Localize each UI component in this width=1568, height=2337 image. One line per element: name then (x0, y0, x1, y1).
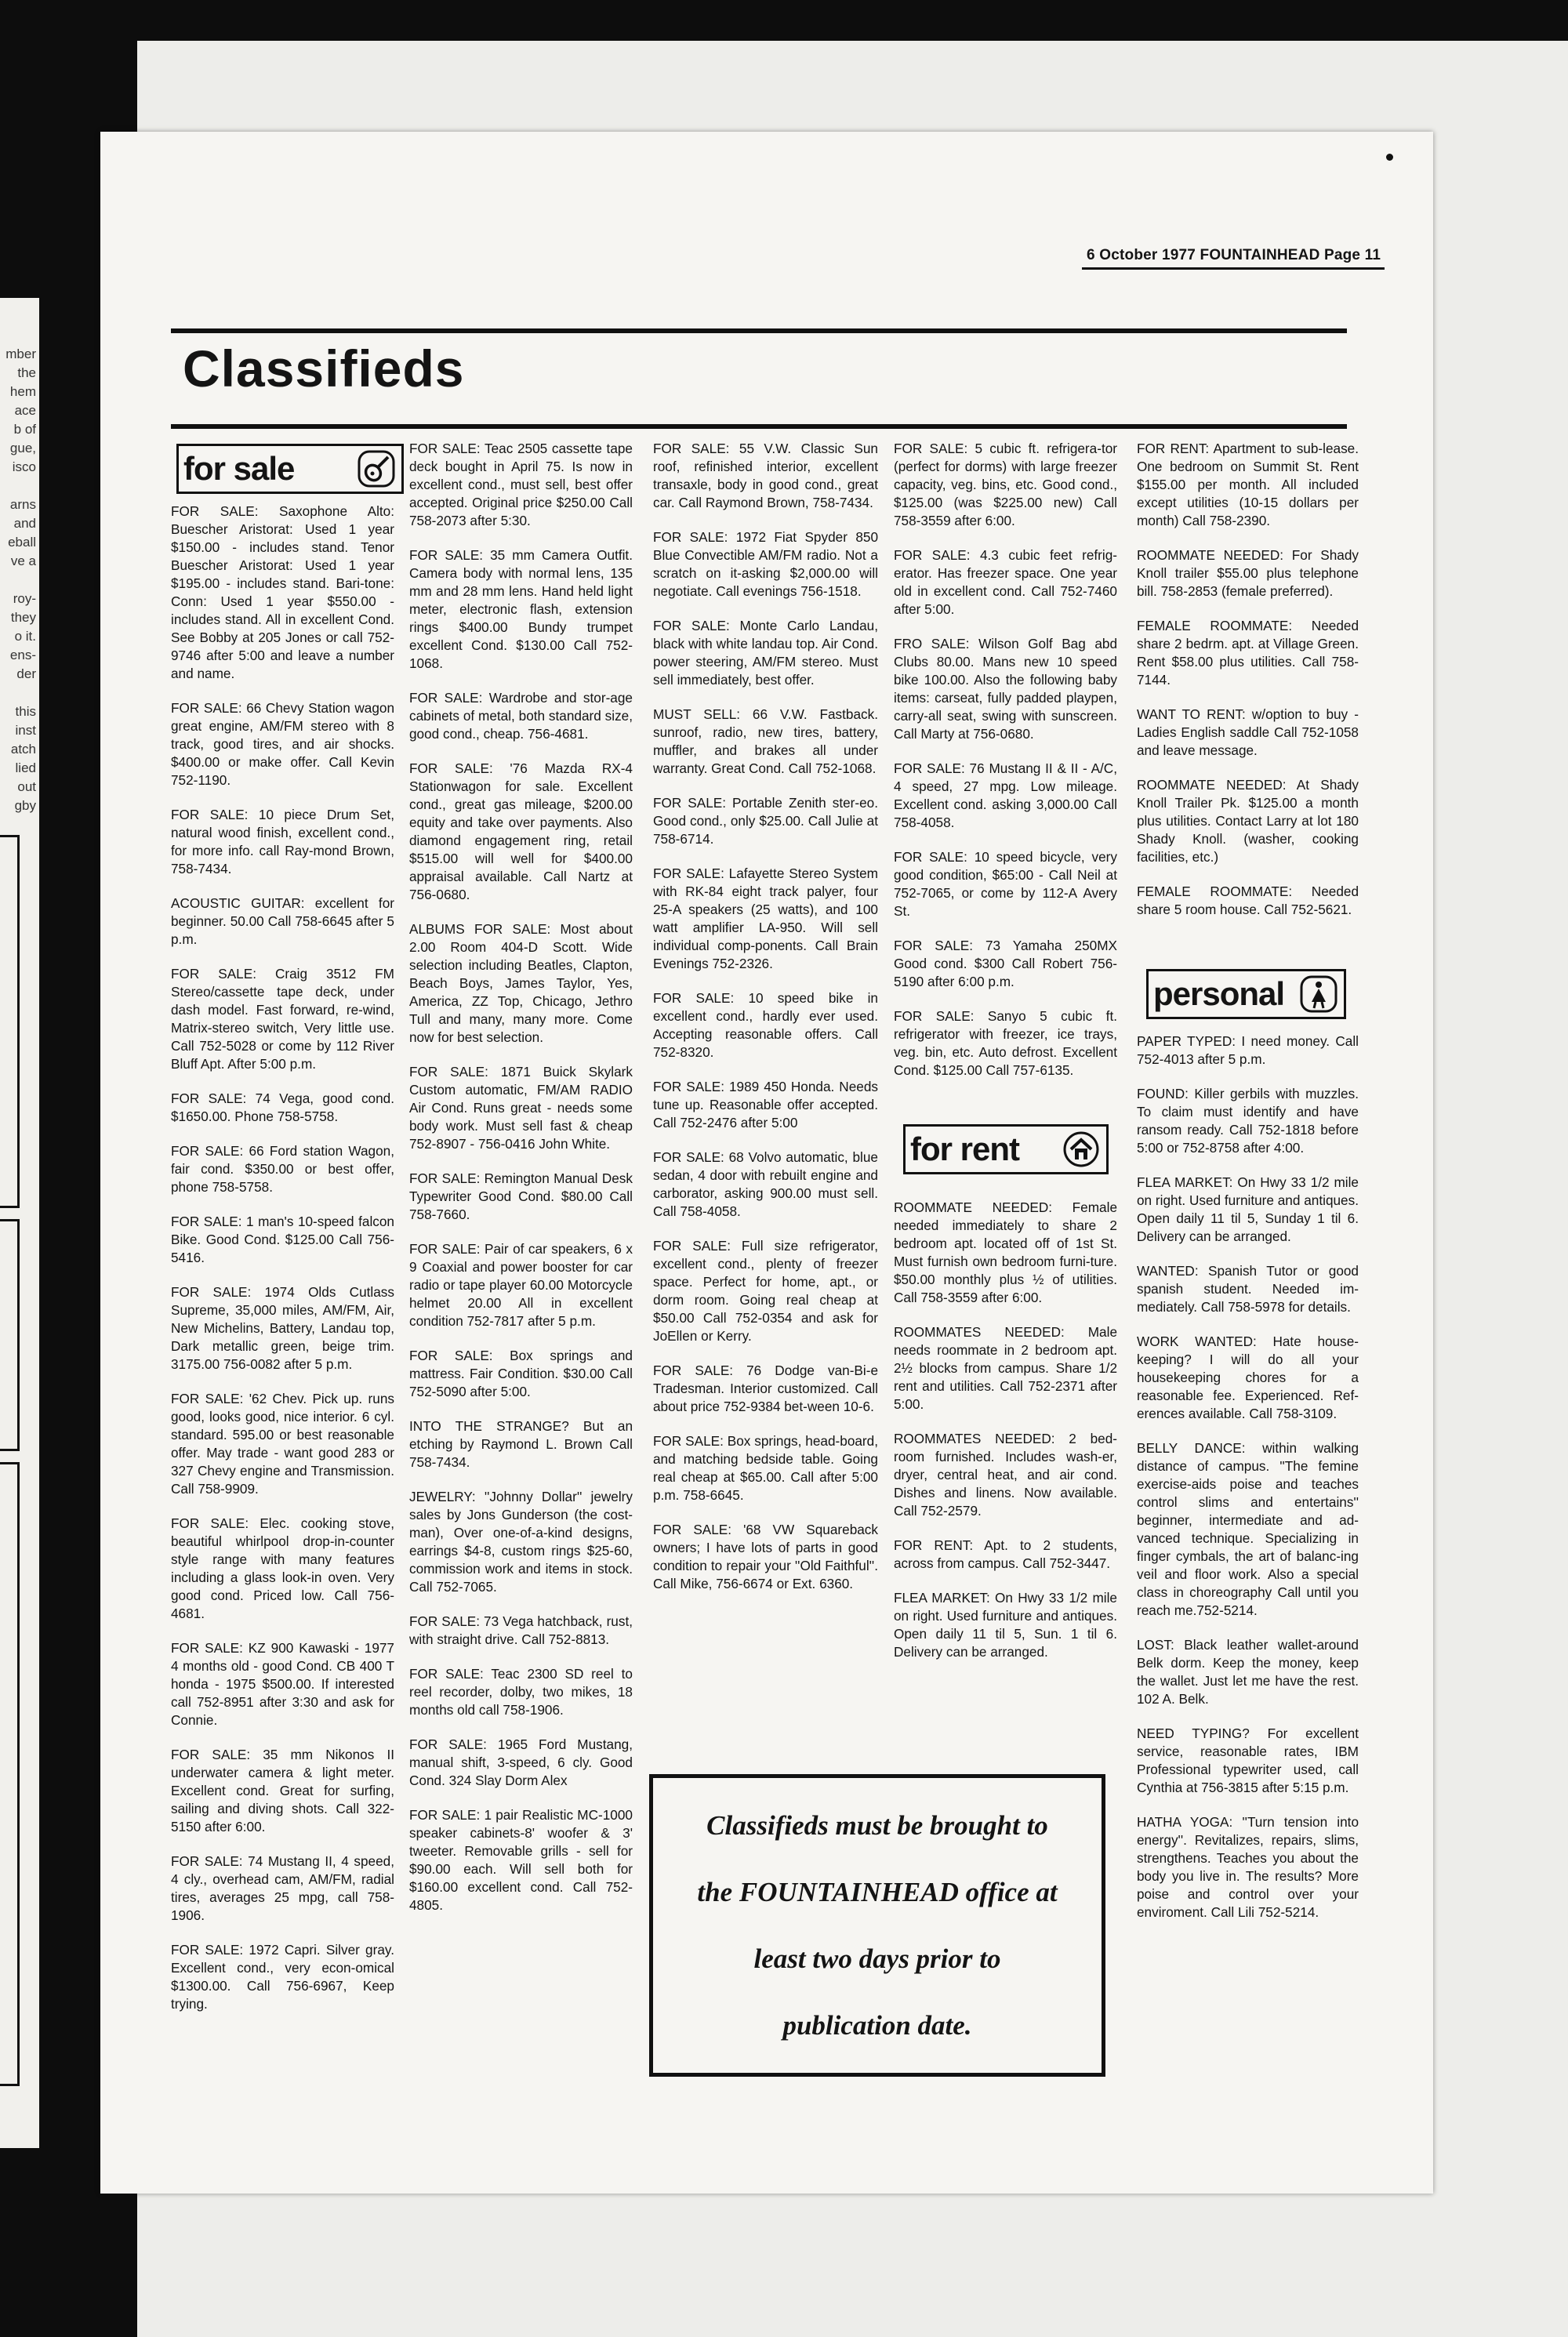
classified-ad: FOR SALE: 10 piece Drum Set, natural wood finish, excellent cond., for more info. call Ray-mond Brown, 758-7434. (171, 807, 394, 876)
previous-page-fragment (0, 571, 36, 590)
notice-line: the FOUNTAINHEAD office at (697, 1876, 1058, 1907)
page-title: Classifieds (183, 339, 465, 397)
previous-page-fragment (0, 477, 36, 495)
classified-ad: WORK WANTED: Hate house-keeping? I will do all your housekeeping chores for a reasonable fee. Experienced. Ref-erences available. Call 758-3109. (1137, 1334, 1359, 1421)
column-5-for-rent (1137, 440, 1359, 919)
notice-line: least two days prior to (753, 1943, 1001, 1974)
classified-ad: FOR SALE: 1989 450 Honda. Needs tune up. Reasonable offer accepted. Call 752-2476 after 5:00 (653, 1079, 878, 1130)
page-folio: 6 October 1977 FOUNTAINHEAD Page 11 (1087, 247, 1381, 263)
classified-ad: FOR SALE: 10 speed bike in excellent cond., hardly ever used. Accepting reasonable offers. Call 752-8320. (653, 990, 878, 1060)
classified-ad: FLEA MARKET: On Hwy 33 1/2 mile on right. Used furniture and antiques. Open daily 11 til 5, Sun. 1 til 6. Delivery can be arranged. (894, 1590, 1117, 1660)
classified-ad: LOST: Black leather wallet-around Belk dorm. Keep the money, keep the wallet. Just let me have the rest. 102 A. Belk. (1137, 1637, 1359, 1707)
classified-ad: WANTED: Spanish Tutor or good spanish student. Needed im-mediately. Call 758-5978 for details. (1137, 1263, 1359, 1315)
classified-ad: FOR SALE: 66 Ford station Wagon, fair cond. $350.00 or best offer, phone 758-5758. (171, 1143, 394, 1195)
previous-page-fragment: ens- (9, 648, 36, 662)
classified-ad: FOR SALE: Lafayette Stereo System with RK-84 eight track palyer, four 25-A speakers (25 watts), and 100 watt amplifier LA-950. Will sell individual comp-ponents. Call Brain Evenings 752-2326. (653, 865, 878, 971)
classified-ad: FOR SALE: Remington Manual Desk Typewriter Good Cond. $80.00 Call 758-7660. (409, 1170, 633, 1222)
classified-ad: FOR SALE: 76 Mustang II & II - A/C, 4 speed, 27 mpg. Low mileage. Excellent cond. asking 3,000.00 Call 758-4058. (894, 760, 1117, 830)
guitar-icon (358, 450, 395, 488)
classified-ad: FEMALE ROOMMATE: Needed share 2 bedrm. apt. at Village Green. Rent $58.00 plus utilities. Call 758-7144. (1137, 618, 1359, 688)
classified-ad: FOR SALE: '62 Chev. Pick up. runs good, looks good, nice interior. 6 cyl. standard. 595.00 or best reasonable offer. May trade - want good 283 or 327 Chevy engine and Transmission. Call 758-9909. (171, 1391, 394, 1497)
classified-ad: NEED TYPING? For excellent service, reasonable rates, IBM Professional typewriter used, call Cynthia at 756-3815 after 5:15 p.m. (1137, 1726, 1359, 1795)
classified-ad: FOR SALE: '68 VW Squareback owners; I have lots of parts in good condition to repair your ''Old Faithful''. Call Mike, 756-6674 or Ext. 6360. (653, 1522, 878, 1591)
previous-page-fragment: ace (14, 403, 36, 418)
classified-ad: FOR SALE: Full size refrigerator, excellent cond., plenty of freezer space. Perfect for home, apt., or dorm room. Going real cheap at $50.00 Call 752-0354 and ask for JoEllen or Kerry. (653, 1238, 878, 1344)
classified-ad: ALBUMS FOR SALE: Most about 2.00 Room 404-D Scott. Wide selection including Beatles, Clapton, Beach Boys, James Taylor, Yes, America, ZZ Top, Chicago, Jethro Tull and many, many more. Come now for best selection. (409, 921, 633, 1045)
figure-icon (1300, 975, 1338, 1013)
column-5-personal (1137, 1032, 1359, 1938)
classified-ad: FOR SALE: Portable Zenith ster-eo. Good cond., only $25.00. Call Julie at 758-6714. (653, 795, 878, 847)
classified-ad: ROOMMATES NEEDED: 2 bed-room furnished. Includes wash-er, dryer, central heat, and air cond. Dishes and linens. Now available. Call 752-2579. (894, 1431, 1117, 1519)
classified-ad: FOR SALE: 74 Mustang II, 4 speed, 4 cly., overhead cam, AM/FM, radial tires, averages 25 mpg, call 758-1906. (171, 1853, 394, 1923)
section-label-for-sale: for sale (183, 450, 295, 487)
masthead-rule-bottom (171, 424, 1347, 429)
classifieds-column-1 (171, 503, 394, 2030)
classified-ad: FOR SALE: 76 Dodge van-Bi-e Tradesman. Interior customized. Call about price 752-9384 bet-ween 10-6. (653, 1363, 878, 1414)
classified-ad: FOR SALE: Sanyo 5 cubic ft. refrigerator with freezer, ice trays, veg. bin, etc. Auto defrost. Excellent Cond. $125.00 Call 757-6135. (894, 1008, 1117, 1078)
classified-ad: FOR SALE: 68 Volvo automatic, blue sedan, 4 door with rebuilt engine and carborator, asking 900.00 must sell. Call 758-4058. (653, 1149, 878, 1219)
classified-ad: FOR RENT: Apartment to sub-lease. One bedroom on Summit St. Rent $155.00 per month. All included except utilities (10-15 dollars per month) Call 758-2390. (1137, 441, 1359, 528)
classified-ad: HATHA YOGA: ''Turn tension into energy''. Revitalizes, repairs, slims, strengthens. Teaches you about the body you live in. The results? More poise and control over your enviroment. Call Lili 752-5214. (1137, 1814, 1359, 1920)
previous-page-fragment: and (13, 516, 36, 531)
classified-ad: FOUND: Killer gerbils with muzzles. To claim must identify and have ransom ready. Call 752-1818 before 5:00 or 752-8758 after 4:00. (1137, 1086, 1359, 1156)
classified-ad: FOR SALE: Teac 2300 SD reel to reel recorder, dolby, two mikes, 18 months old call 758-1906. (409, 1666, 633, 1718)
section-header-personal (1146, 969, 1346, 1019)
classified-ad: PAPER TYPED: I need money. Call 752-4013 after 5 p.m. (1137, 1033, 1359, 1067)
classified-ad: FLEA MARKET: On Hwy 33 1/2 mile on right. Used furniture and antiques. Open daily 11 til 5, Sunday 1 til 6. Delivery can be arranged. (1137, 1174, 1359, 1244)
previous-page-fragment: isco (12, 459, 36, 474)
previous-page-fragment: out (17, 779, 36, 794)
classified-ad: FOR SALE: 1 pair Realistic MC-1000 speaker cabinets-8' woofer & 3' tweeter. Removable grills - sell for $90.00 each. Will sell both for $160.00 excellent cond. Call 752-4805. (409, 1807, 633, 1913)
notice-line: publication date. (782, 2009, 972, 2041)
classified-ad: FOR SALE: 35 mm Nikonos II underwater camera & light meter. Excellent cond. Great for surfing, sailing and diving shots. Call 322-5150 after 6:00. (171, 1747, 394, 1834)
previous-page-box-frame (0, 1219, 20, 1451)
previous-page-fragment: gue, (9, 441, 36, 455)
section-label-personal: personal (1153, 975, 1285, 1012)
classified-ad: FOR SALE: 1974 Olds Cutlass Supreme, 35,000 miles, AM/FM, Air, New Michelins, Battery, Landau top, Dark metallic green, beige trim. 3175.00 756-0082 after 5 p.m. (171, 1284, 394, 1372)
classified-ad: FOR SALE: Saxophone Alto: Buescher Aristorat: Used 1 year $150.00 - includes stand. Tenor Buescher Aristorat: Used 1 year $195.00 - includes stand. Bari-tone: Conn: Used 1 year $550.00 - includes stand. All in excellent Cond. See Bobby at 205 Jones or call 752-9746 after 5:00 and leave a number and name. (171, 503, 394, 681)
previous-page-fragment: eball (8, 535, 36, 550)
classified-ad: FOR SALE: Box springs, head-board, and matching bedside table. Going real cheap at $65.00. Call after 5:00 p.m. 758-6645. (653, 1433, 878, 1503)
classified-ad: ROOMMATE NEEDED: For Shady Knoll trailer $55.00 plus telephone bill. 758-2853 (female preferred). (1137, 547, 1359, 599)
classified-ad: FOR SALE: 4.3 cubic feet refrig-erator. Has freezer space. One year old in excellent cond. Call 752-7460 after 5:00. (894, 547, 1117, 617)
previous-page-fragment: o it. (14, 629, 36, 644)
classified-ad: JEWELRY: ''Johnny Dollar'' jewelry sales by Jons Gunderson (the cost-man), Over one-of-a-kind designs, earrings $4-8, custom rings $25-60, commission work and items in stock. Call 752-7065. (409, 1489, 633, 1595)
previous-page-fragment: atch (10, 742, 36, 757)
column-4-for-sale (894, 440, 1117, 1080)
classified-ad: FOR SALE: 1972 Fiat Spyder 850 Blue Convectible AM/FM radio. Not a scratch on it-asking $2,000.00 will negotiate. Call evenings 756-1518. (653, 529, 878, 599)
classified-ad: FOR SALE: 1965 Ford Mustang, manual shift, 3-speed, 6 cly. Good Cond. 324 Slay Dorm Alex (409, 1736, 633, 1788)
classified-ad: FOR SALE: 1972 Capri. Silver gray. Excellent cond., very econ-omical $1300.00. Call 756-6967, Keep trying. (171, 1942, 394, 2012)
classified-ad: FOR SALE: Craig 3512 FM Stereo/cassette tape deck, under dash model. Fast forward, re-wind, Matrix-stereo switch, Very little use. Call 752-5028 or come by 112 River Bluff Apt. After 5:00 p.m. (171, 966, 394, 1072)
previous-page-text-fragments (0, 345, 36, 815)
submission-notice-box (649, 1774, 1105, 2077)
previous-page-fragment: der (16, 666, 36, 681)
classified-ad: FOR SALE: Monte Carlo Landau, black with white landau top. Air Cond. power steering, AM/FM stereo. Must sell immediately, best offer. (653, 618, 878, 688)
classified-ad: MUST SELL: 66 V.W. Fastback. sunroof, radio, new tires, battery, muffler, and brakes all under warranty. Great Cond. Call 752-1068. (653, 706, 878, 776)
classified-ad: FOR RENT: Apt. to 2 students, across from campus. Call 752-3447. (894, 1537, 1117, 1571)
classified-ad: FOR SALE: 73 Yamaha 250MX Good cond. $300 Call Robert 756-5190 after 6:00 p.m. (894, 938, 1117, 989)
previous-page-fragment: mber (5, 347, 36, 361)
previous-page-box-frame (0, 835, 20, 1208)
section-label-for-rent: for rent (910, 1130, 1019, 1167)
previous-page-fragment: the (17, 365, 36, 380)
classified-ad: ROOMMATE NEEDED: Female needed immediately to share 2 bedroom apt. located off of 1st St. Must furnish own bedroom furni-ture. $50.00 monthly plus ½ of utilities. Call 758-3559 after 6:00. (894, 1199, 1117, 1305)
classified-ad: BELLY DANCE: within walking distance of campus. ''The femine exercise-aids poise and teaches control slims and entertains'' beginner, intermediate and ad-vanced technique. Specializing in finger cymbals, the art of balanc-ing veil and floor work. Also a special class in choreography Call until you reach me.752-5214. (1137, 1440, 1359, 1618)
previous-page-fragment: roy- (13, 591, 36, 606)
notice-line: Classifieds must be brought to (706, 1809, 1048, 1841)
classified-ad: ACOUSTIC GUITAR: excellent for beginner. 50.00 Call 758-6645 after 5 p.m. (171, 895, 394, 947)
classified-ad: FOR SALE: 10 speed bicycle, very good condition, $65:00 - Call Neil at 752-7065, or come by 112-A Avery St. (894, 849, 1117, 919)
house-icon (1062, 1130, 1100, 1168)
classified-ad: ROOMMATES NEEDED: Male needs roommate in 2 bedroom apt. 2½ blocks from campus. Share 1/2 rent and utilities. Call 752-2371 after 5:00. (894, 1324, 1117, 1412)
classified-ad: FOR SALE: Box springs and mattress. Fair Condition. $30.00 Call 752-5090 after 5:00. (409, 1348, 633, 1399)
classified-ad: FOR SALE: Pair of car speakers, 6 x 9 Coaxial and power booster for car radio or tape player 60.00 Motorcycle helmet 20.00 All in excellent condition 752-7817 after 5 p.m. (409, 1241, 633, 1329)
previous-page-box-frame (0, 1462, 20, 2086)
classified-ad: FOR SALE: Elec. cooking stove, beautiful whirlpool drop-in-counter style range with many features including a glass look-in oven. Very good cond. Priced low. Call 756-4681. (171, 1515, 394, 1621)
classified-ad: FOR SALE: 55 V.W. Classic Sun roof, refinished interior, excellent transaxle, body in good cond., great car. Call Raymond Brown, 758-7434. (653, 441, 878, 510)
classified-ad: WANT TO RENT: w/option to buy - Ladies English saddle Call 752-1058 and leave message. (1137, 706, 1359, 758)
classified-ad: FOR SALE: '76 Mazda RX-4 Stationwagon for sale. Excellent cond., great gas mileage, $200.00 equity and take over payments. Also diamond engagement ring, retail $515.00 will well for $400.00 appraisal available. Call Nartz at 756-0680. (409, 760, 633, 902)
classifieds-column-3 (653, 440, 878, 1609)
classified-ad: FOR SALE: 1871 Buick Skylark Custom automatic, FM/AM RADIO Air Cond. Runs great - needs some body work. Must sell fast & cheap 752-8907 - 756-0416 John White. (409, 1064, 633, 1152)
classified-ad: FOR SALE: KZ 900 Kawaski - 1977 4 months old - good Cond. CB 400 T honda - 1975 $500.00. If interested call 752-8951 after 3:30 and ask for Connie. (171, 1640, 394, 1728)
page-corner-mark (1386, 154, 1393, 161)
classified-ad: FOR SALE: Wardrobe and stor-age cabinets of metal, both standard size, good cond., cheap. 756-4681. (409, 690, 633, 742)
classified-ad: FOR SALE: Teac 2505 cassette tape deck bought in April 75. Is now in excellent cond., must sell, best offer accepted. Original price $250.00 Call 758-2073 after 5:30. (409, 441, 633, 528)
classified-ad: FOR SALE: 74 Vega, good cond. $1650.00. Phone 758-5758. (171, 1090, 394, 1124)
previous-page-fragment: inst (15, 723, 36, 738)
column-4-for-rent (894, 1199, 1117, 1678)
classified-ad: INTO THE STRANGE? But an etching by Raymond L. Brown Call 758-7434. (409, 1418, 633, 1470)
classifieds-column-4 (894, 440, 1117, 1660)
classified-ad: FOR SALE: 35 mm Camera Outfit. Camera body with normal lens, 135 mm and 28 mm lens. Hand held light meter, electronic flash, extension rings $400.00 Bundy trumpet excellent Cond. $130.00 Call 752-1068. (409, 547, 633, 671)
classified-ad: FOR SALE: 73 Vega hatchback, rust, with straight drive. Call 752-8813. (409, 1613, 633, 1647)
classified-ad: FRO SALE: Wilson Golf Bag abd Clubs 80.00. Mans new 10 speed bike 100.00. Also the following baby items: carseat, fully padded playpen, carry-all seat, swing with sunscreen. Call Marty at 756-0680. (894, 636, 1117, 742)
previous-page-fragment: ve a (10, 553, 36, 568)
masthead-rule-top (171, 328, 1347, 333)
classified-ad: FOR SALE: 1 man's 10-speed falcon Bike. Good Cond. $125.00 Call 756-5416. (171, 1214, 394, 1265)
folio-rule (1082, 267, 1385, 270)
section-header-for-rent (903, 1124, 1109, 1174)
classified-ad: FEMALE ROOMMATE: Needed share 5 room house. Call 752-5621. (1137, 884, 1359, 917)
previous-page-fragment: arns (9, 497, 36, 512)
previous-page-fragment: gby (14, 798, 36, 813)
classifieds-column-2 (409, 440, 633, 1931)
classified-ad: ROOMMATE NEEDED: At Shady Knoll Trailer Pk. $125.00 a month plus utilities. Contact Larry at lot 180 Shady Knoll. (washer, cooking facilities, etc.) (1137, 777, 1359, 865)
section-header-for-sale (176, 444, 404, 494)
previous-page-fragment: lied (15, 760, 36, 775)
previous-page-fragment (0, 684, 36, 702)
previous-page-fragment: b of (13, 422, 36, 437)
previous-page-fragment: this (15, 704, 36, 719)
classified-ad: FOR SALE: 5 cubic ft. refrigera-tor (perfect for dorms) with large freezer capacity, veg. bins, etc. Good cond., $125.00 (was $225.00 new) Call 758-3559 after 6:00. (894, 441, 1117, 528)
previous-page-fragment: they (10, 610, 36, 625)
previous-page-fragment: hem (9, 384, 36, 399)
classified-ad: FOR SALE: 66 Chevy Station wagon great engine, AM/FM stereo with 8 track, good tires, and air shocks. $400.00 or make offer. Call Kevin 752-1190. (171, 700, 394, 788)
